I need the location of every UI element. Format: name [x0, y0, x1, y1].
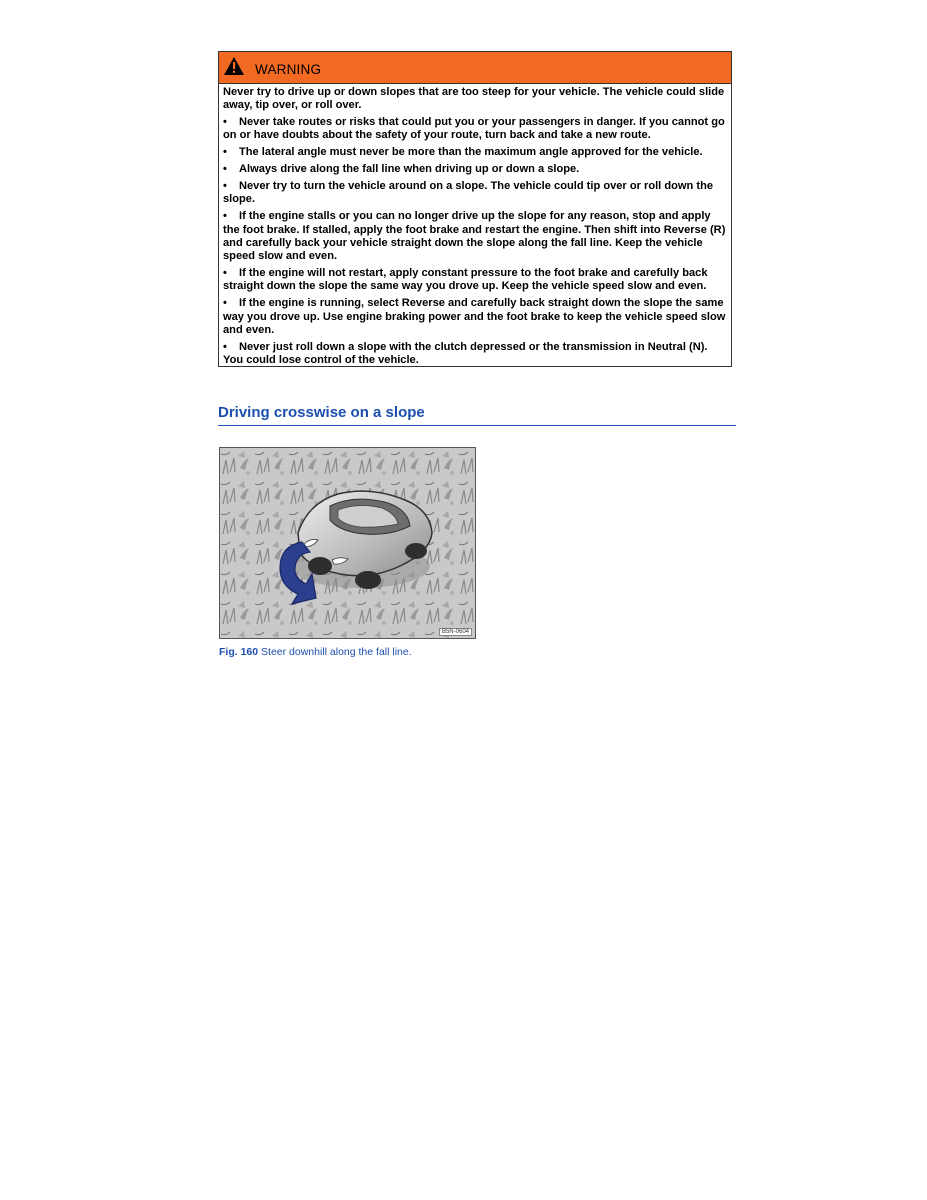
warning-item-text: Never try to turn the vehicle around on a slope. The vehicle could tip over or roll down the slope. — [223, 180, 714, 206]
warning-item — [223, 267, 727, 294]
figure-caption-text: Steer downhill along the fall line. — [261, 646, 412, 658]
bullet: • — [223, 267, 227, 280]
slope-car-illustration — [220, 448, 475, 638]
warning-header — [219, 52, 731, 84]
warning-item — [223, 180, 727, 207]
bullet: • — [223, 210, 227, 223]
warning-item — [223, 146, 727, 159]
bullet: • — [223, 116, 227, 129]
warning-intro: Never try to drive up or down slopes that are too steep for your vehicle. The vehicle could slide away, tip over, or roll over. — [223, 86, 725, 112]
warning-item — [223, 341, 727, 368]
figure-label: Fig. 160 — [219, 646, 259, 658]
warning-item-text: If the engine is running, select Reverse and carefully back straight down the slope the same way you drove up. Use engine braking power and the foot brake to keep the vehicle speed slow and even. — [223, 297, 726, 336]
warning-item — [223, 297, 727, 337]
figure-code: B5N-0604 — [439, 628, 472, 636]
bullet: • — [223, 297, 227, 310]
warning-title: WARNING — [255, 62, 322, 77]
warning-body — [219, 84, 731, 367]
warning-item — [223, 116, 727, 143]
warning-box — [218, 51, 732, 367]
figure-slope-illustration — [219, 447, 476, 639]
warning-item-text: Never take routes or risks that could put you or your passengers in danger. If you cannot go on or have doubts about the safety of your route, turn back and take a new route. — [223, 116, 725, 142]
figure-caption — [219, 646, 412, 658]
warning-item-text: If the engine will not restart, apply constant pressure to the foot brake and carefully back straight down the slope the same way you drove up. Keep the vehicle speed slow and even. — [223, 267, 708, 293]
warning-item — [223, 210, 727, 263]
warning-item-text: Always drive along the fall line when driving up or down a slope. — [239, 163, 580, 176]
warning-triangle-icon — [223, 56, 245, 76]
warning-item-text: If the engine stalls or you can no longer drive up the slope for any reason, stop and apply the foot brake. If stalled, apply the foot brake and restart the engine. Then shift into Reverse (R) and carefully back your vehicle straight down the slope along the fall line. Keep the vehicle speed slow and even. — [223, 210, 726, 263]
warning-item-text: Never just roll down a slope with the clutch depressed or the transmission in Neutral (N). You could lose control of the vehicle. — [223, 340, 708, 367]
bullet: • — [223, 180, 227, 193]
bullet: • — [223, 163, 227, 176]
bullet: • — [223, 340, 227, 353]
warning-item-text: The lateral angle must never be more than the maximum angle approved for the vehicle. — [239, 146, 703, 159]
warning-item — [223, 163, 727, 176]
section-heading: Driving crosswise on a slope — [218, 404, 736, 426]
bullet: • — [223, 146, 227, 159]
